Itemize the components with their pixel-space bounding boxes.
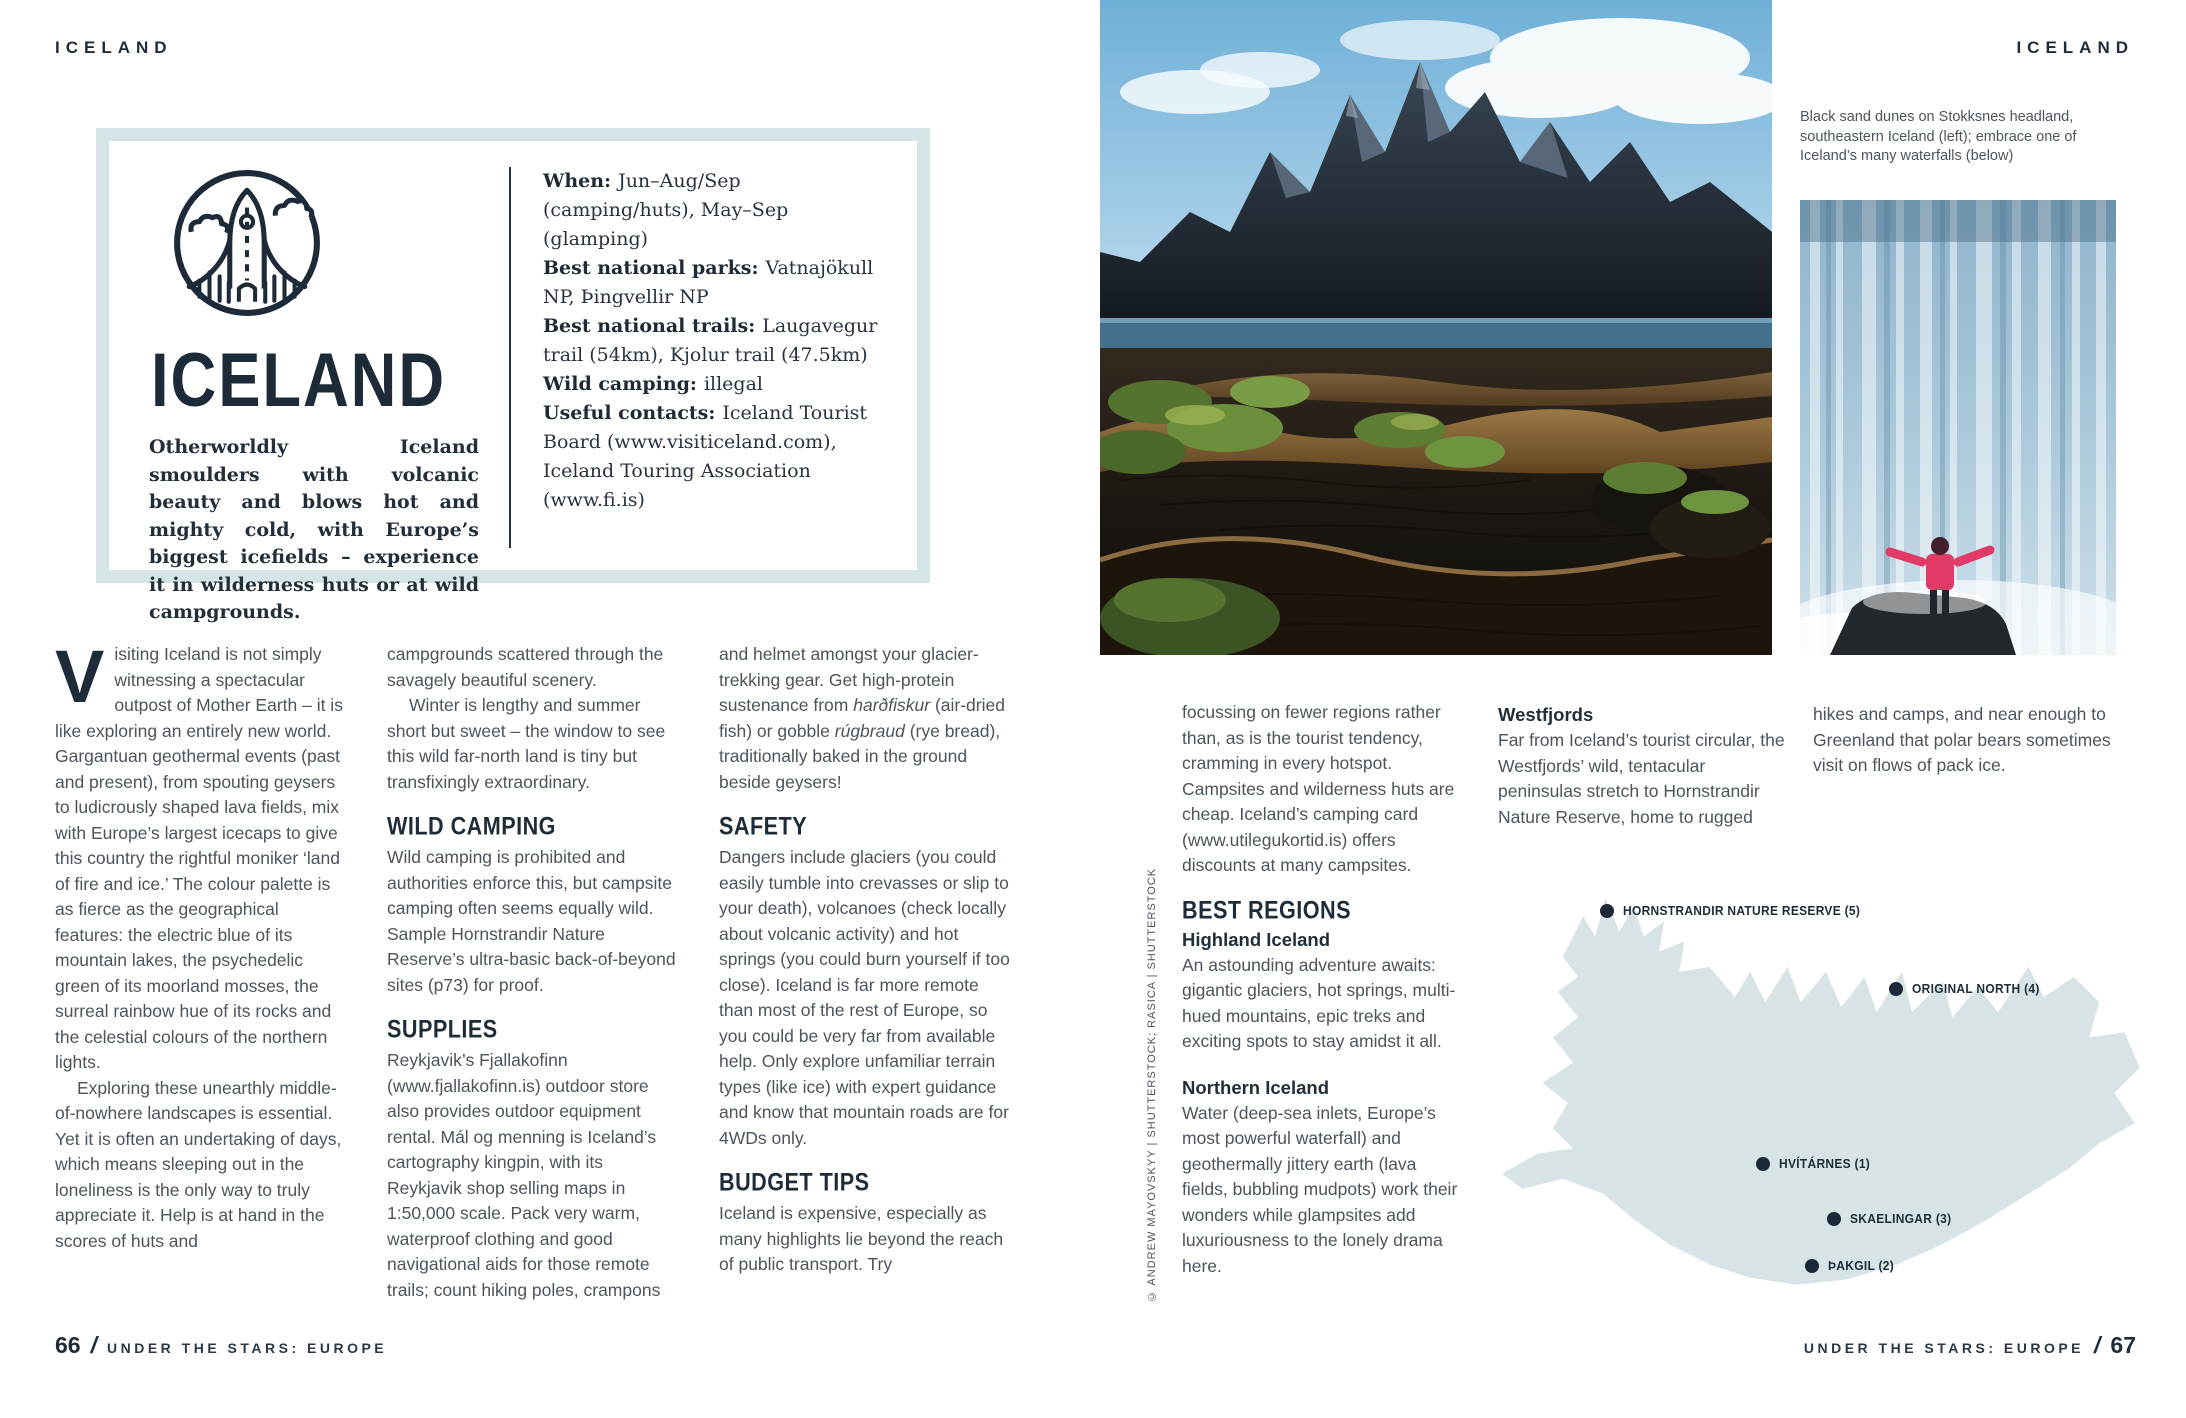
fact-label: Useful contacts: <box>543 402 716 424</box>
map-dot <box>1600 904 1614 918</box>
country-info-box <box>96 128 930 623</box>
hallgrimskirkja-icon <box>171 167 323 319</box>
stokksnes-photo-art <box>1100 0 1772 655</box>
fact-label: Best national parks: <box>543 257 759 279</box>
footer-slash: / <box>2094 1332 2101 1358</box>
fact-value: Vatnajökull NP, Þingvellir NP <box>543 257 874 308</box>
map-marker-original-north <box>1889 982 2045 996</box>
map-marker-hornstrandir <box>1600 904 1870 918</box>
map-marker-thakgil <box>1805 1259 1897 1273</box>
subheading-northern-iceland: Northern Iceland <box>1182 1076 1329 1098</box>
photo-credit: © ANDREW MAYOVSKYY | SHUTTERSTOCK; RASICA | SHUTTERSTOCK <box>1146 867 1158 1302</box>
left-page-header: ICELAND <box>55 38 173 57</box>
left-page-columns <box>55 635 1011 1303</box>
paragraph: and helmet amongst your glacier-trekking gear. Get high-protein sustenance from harðfiskur (air-dried fish) or gobble rúgbraud (rye bread), traditionally baked in the ground beside geysers! <box>719 644 1005 792</box>
map-marker-hvitarnes <box>1756 1157 1874 1171</box>
right-page-footer <box>1804 1332 2136 1359</box>
page-number: 66 <box>55 1332 81 1358</box>
fact-when <box>543 167 883 254</box>
paragraph: Far from Iceland’s tourist circular, the Westfjords’ wild, tentacular peninsulas stretch to Hornstrandir Nature Reserve, home to rugged <box>1498 730 1785 827</box>
paragraph: Dangers include glaciers (you could easily tumble into crevasses or slip to your death), volcanoes (check locally about volcanic activity) and hot springs (you could burn yourself if too close). Iceland is far more remote than most of the rest of Europe, so you could be very far from available help. Only explore unfamiliar terrain types (like ice) with expert guidance and know that mountain roads are for 4WDs only. <box>719 847 1010 1148</box>
waterfall-photo <box>1800 200 2116 655</box>
fact-wild-camping <box>543 370 883 399</box>
drop-cap: V <box>55 635 105 718</box>
map-marker-label: HVÍTÁRNES (1) <box>1779 1156 1871 1172</box>
country-title: ICELAND <box>151 337 447 423</box>
photo-caption: Black sand dunes on Stokksnes headland, southeastern Iceland (left); embrace one of Iceland’s many waterfalls (below) <box>1800 109 2077 164</box>
italic-term: harðfiskur <box>853 695 931 715</box>
fact-list <box>509 167 883 548</box>
fact-label: Best national trails: <box>543 315 756 337</box>
map-marker-label: ÞAKGIL (2) <box>1828 1258 1894 1274</box>
paragraph: Iceland is expensive, especially as many highlights lie beyond the reach of public transport. Try <box>719 1203 1004 1274</box>
paragraph: Wild camping is prohibited and authorities enforce this, but campsite camping often seems equally wild. Sample Hornstrandir Nature Reserve’s ultra-basic back-of-beyond sites (p73) for proof. <box>387 847 676 995</box>
left-column-1 <box>55 635 347 1303</box>
map-marker-skaelingar <box>1827 1212 1956 1226</box>
section-heading-wild-camping: WILD CAMPING <box>387 811 556 840</box>
section-heading-safety: SAFETY <box>719 811 808 840</box>
info-box-left <box>149 167 479 623</box>
map-dot <box>1889 982 1903 996</box>
page-number: 67 <box>2110 1332 2136 1358</box>
iceland-map <box>1492 876 2160 1320</box>
left-column-2 <box>387 642 679 1303</box>
paragraph: Water (deep-sea inlets, Europe’s most powerful waterfall) and geothermally jittery earth (lava fields, bubbling mudpots) work their wonders while glampsites add luxuriousness to the lonely drama here. <box>1182 1102 1458 1276</box>
map-marker-label: SKAELINGAR (3) <box>1850 1211 1952 1227</box>
paragraph: hikes and camps, and near enough to Greenland that polar bears sometimes visit on flows of pack ice. <box>1813 704 2111 775</box>
country-info-box-inner <box>109 141 917 623</box>
map-marker-label: HORNSTRANDIR NATURE RESERVE (5) <box>1623 903 1861 919</box>
fact-value: Laugavegur trail (54km), Kjolur trail (47.5km) <box>543 315 878 366</box>
right-column-1 <box>1182 700 1466 1279</box>
fact-trails <box>543 312 883 370</box>
paragraph: campgrounds scattered through the savagely beautiful scenery. <box>387 644 664 690</box>
left-page-footer <box>55 1332 387 1359</box>
subheading-westfjords: Westfjords <box>1498 704 1594 725</box>
paragraph: focussing on fewer regions rather than, as is the tourist tendency, cramming in every hotspot. Campsites and wilderness huts are cheap. Iceland’s camping card (www.utilegukortid.is) offers discounts at many campsites. <box>1182 702 1455 875</box>
paragraph: An astounding adventure awaits: gigantic glaciers, hot springs, multi-hued mountains, epic treks and exciting spots to stay amidst it all. <box>1182 954 1456 1051</box>
paragraph: Visiting Iceland is not simply witnessing a spectacular outpost of Mother Earth – it is like exploring an entirely new world. Gargantuan geothermal events (past and present), from spouting geysers to ludicrously shaped lava fields, mix with Europe’s largest icecaps to give this country the rightful moniker ‘land of fire and ice.’ The colour palette is as fierce as the geographical features: the electric blue of its mountain lakes, the psychedelic green of its moorland mosses, the surreal rainbow hue of its rocks and the celestial colours of the northern lights. <box>55 635 343 1072</box>
paragraph: Reykjavik’s Fjallakofinn (www.fjallakofinn.is) outdoor store also provides outdoor equipment rental. Mál og menning is Iceland’s cartography kingpin, with its Reykjavik shop selling maps in 1:50,000 scale. Pack very warm, waterproof clothing and good navigational aids for those remote trails; count hiking poles, crampons <box>387 1050 661 1300</box>
fact-parks <box>543 254 883 312</box>
fact-label: When: <box>543 170 612 192</box>
subheading-highland-iceland: Highland Iceland <box>1182 928 1331 950</box>
country-intro: Otherworldly Iceland smoulders with volcanic beauty and blows hot and mighty cold, with Europe’s biggest icefields – experience it in wilderness huts or at wild campgrounds. <box>149 436 479 623</box>
fact-contacts <box>543 399 883 515</box>
section-heading-best-regions: BEST REGIONS <box>1182 895 1352 924</box>
waterfall-photo-art <box>1800 200 2116 655</box>
section-heading-budget-tips: BUDGET TIPS <box>719 1167 870 1196</box>
paragraph: Winter is lengthy and summer short but sweet – the window to see this wild far-north land is tiny but transfixingly extraordinary. <box>387 695 666 792</box>
right-column-3 <box>1813 702 2113 779</box>
book-title: UNDER THE STARS: EUROPE <box>106 1340 388 1356</box>
iceland-map-silhouette <box>1492 876 2160 1320</box>
fact-value: Iceland Tourist Board (www.visiticeland.com), Iceland Touring Association (www.fi.is) <box>543 402 868 511</box>
italic-term: rúgbraud <box>834 720 905 741</box>
stokksnes-photo <box>1100 0 1772 655</box>
map-dot <box>1827 1212 1841 1226</box>
footer-slash: / <box>90 1332 97 1358</box>
map-marker-label: ORIGINAL NORTH (4) <box>1912 981 2040 997</box>
book-title: UNDER THE STARS: EUROPE <box>1803 1340 2085 1356</box>
fact-value: Jun–Aug/Sep (camping/huts), May–Sep (glamping) <box>543 170 789 250</box>
fact-value: illegal <box>703 373 763 395</box>
map-dot <box>1805 1259 1819 1273</box>
right-column-2 <box>1498 700 1788 830</box>
left-column-3 <box>719 642 1011 1303</box>
section-heading-supplies: SUPPLIES <box>387 1014 498 1043</box>
right-page-header: ICELAND <box>2016 38 2134 57</box>
paragraph: Exploring these unearthly middle-of-nowhere landscapes is essential. Yet it is often an undertaking of days, which means sleeping out in the loneliness is the only way to truly appreciate it. Help is at hand in the scores of huts and <box>55 1077 342 1251</box>
map-dot <box>1756 1157 1770 1171</box>
fact-label: Wild camping: <box>543 373 697 395</box>
